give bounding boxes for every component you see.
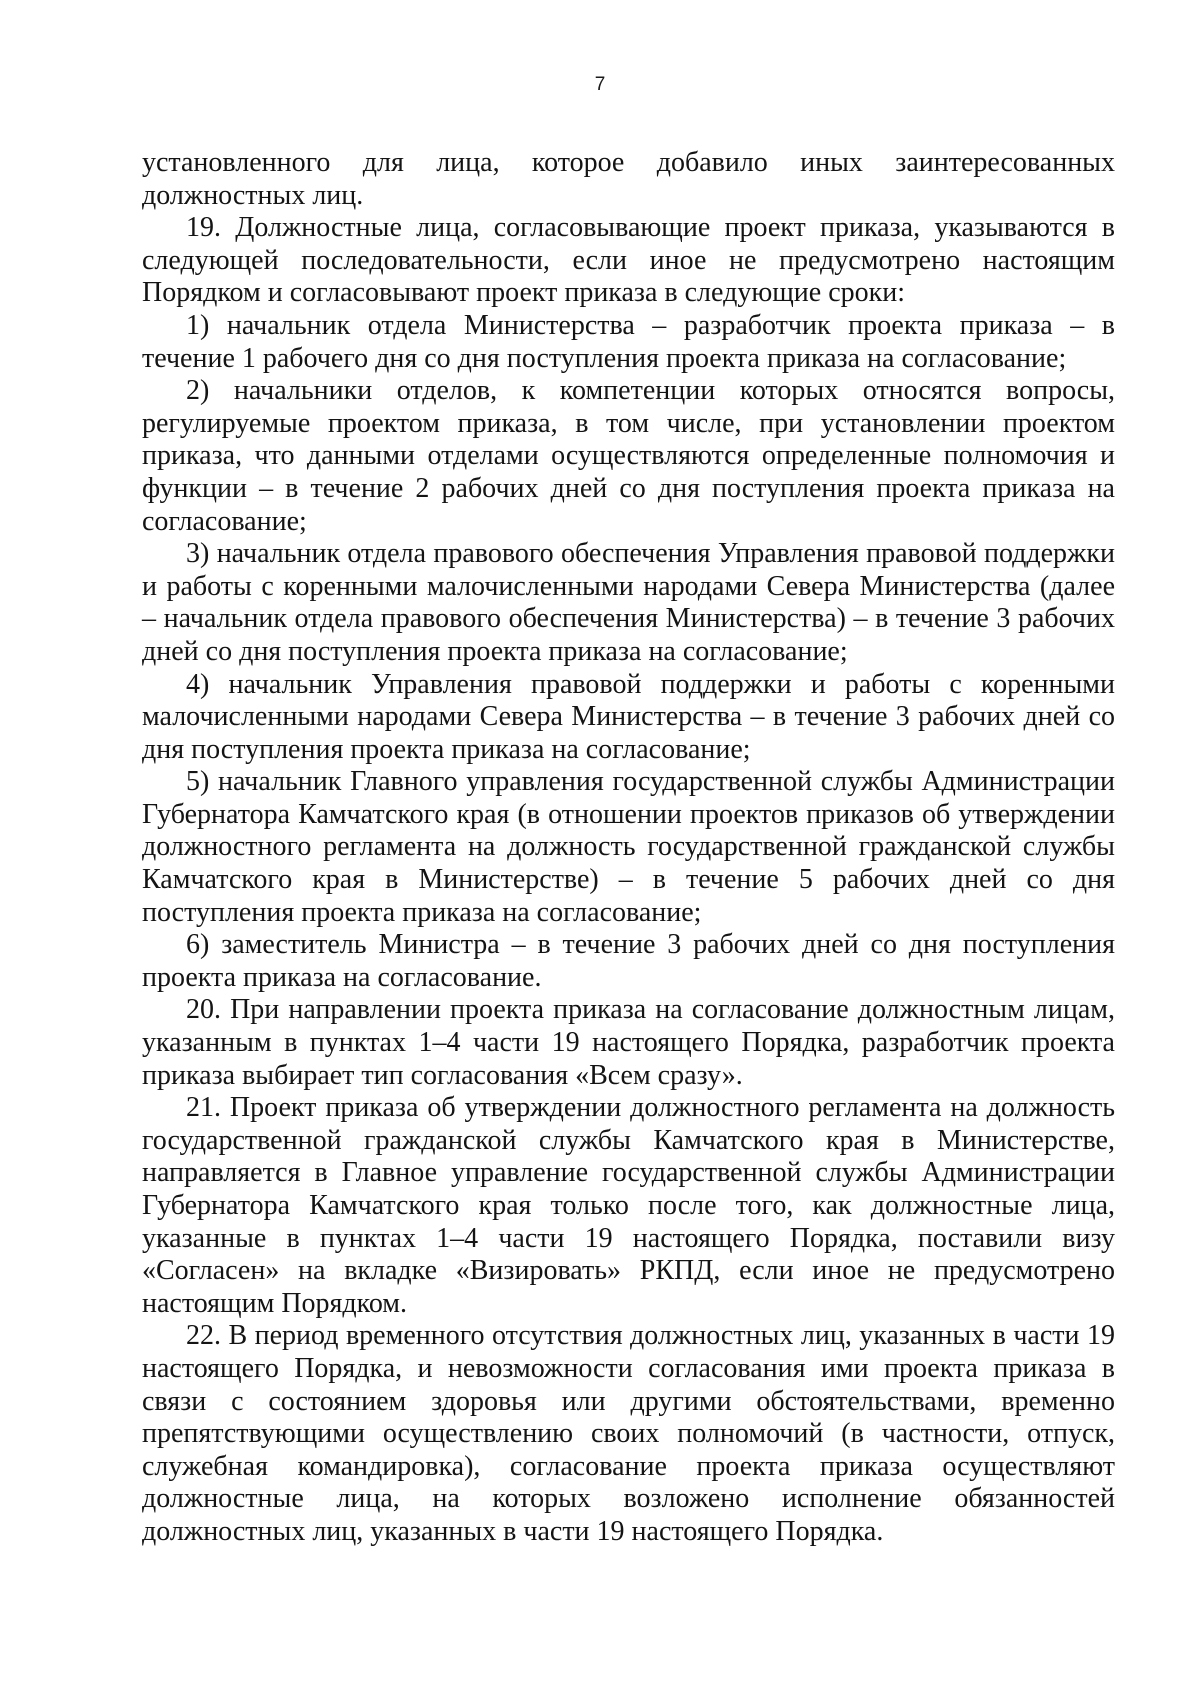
list-item-19-2: 2) начальники отделов, к компетенции которых относятся вопросы, регулируемые проектом приказа, в том числе, при установлении проектом приказа, что данными отделами осуществляются определенные полномочия и функции – в течение 2 рабочих дней со дня поступления проекта приказа на согласование; bbox=[142, 375, 1115, 537]
list-item-19-6: 6) заместитель Министра – в течение 3 рабочих дней со дня поступления проекта приказа на согласование. bbox=[142, 929, 1115, 993]
paragraph-21: 21. Проект приказа об утверждении должностного регламента на должность государственной гражданской службы Камчатского края в Министерстве, направляется в Главное управление государственной службы Администрации Губернатора Камчатского края только после того, как должностные лица, указанные в пунктах 1–4 части 19 настоящего Порядка, поставили визу «Согласен» на вкладке «Визировать» РКПД, если иное не предусмотрено настоящим Порядком. bbox=[142, 1092, 1115, 1319]
list-item-19-1: 1) начальник отдела Министерства – разработчик проекта приказа – в течение 1 рабочего дня со дня поступления проекта приказа на согласование; bbox=[142, 309, 1115, 374]
document-body bbox=[142, 147, 1115, 1549]
list-item-19-5: 5) начальник Главного управления государственной службы Администрации Губернатора Камчатского края (в отношении проектов приказов об утверждении должностного регламента на должность государственной гражданской службы Камчатского края в Министерстве) – в течение 5 рабочих дней со дня поступления проекта приказа на согласование; bbox=[142, 766, 1115, 928]
paragraph-22: 22. В период временного отсутствия должностных лиц, указанных в части 19 настоящего Порядка, и невозможности согласования ими проекта приказа в связи с состоянием здоровья или другими обстоятельствами, временно препятствующими осуществлению своих полномочий (в частности, отпуск, служебная командировка), согласование проекта приказа осуществляют должностные лица, на которых возложено исполнение обязанностей должностных лиц, указанных в части 19 настоящего Порядка. bbox=[142, 1320, 1115, 1547]
paragraph-20: 20. При направлении проекта приказа на согласование должностным лицам, указанным в пунктах 1–4 части 19 настоящего Порядка, разработчик проекта приказа выбирает тип согласования «Всем сразу». bbox=[142, 994, 1115, 1091]
list-item-19-4: 4) начальник Управления правовой поддержки и работы с коренными малочисленными народами Севера Министерства – в течение 3 рабочих дней со дня поступления проекта приказа на согласование; bbox=[142, 668, 1115, 765]
list-item-19-3: 3) начальник отдела правового обеспечения Управления правовой поддержки и работы с коренными малочисленными народами Севера Министерства (далее – начальник отдела правового обеспечения Министерства) – в течение 3 рабочих дней со дня поступления проекта приказа на согласование; bbox=[142, 538, 1115, 667]
page-number: 7 bbox=[594, 74, 606, 95]
paragraph-19: 19. Должностные лица, согласовывающие проект приказа, указываются в следующей последовательности, если иное не предусмотрено настоящим Порядком и согласовывают проект приказа в следующие сроки: bbox=[142, 212, 1115, 309]
paragraph-continuation: установленного для лица, которое добавило иных заинтересованных должностных лиц. bbox=[142, 147, 1115, 211]
